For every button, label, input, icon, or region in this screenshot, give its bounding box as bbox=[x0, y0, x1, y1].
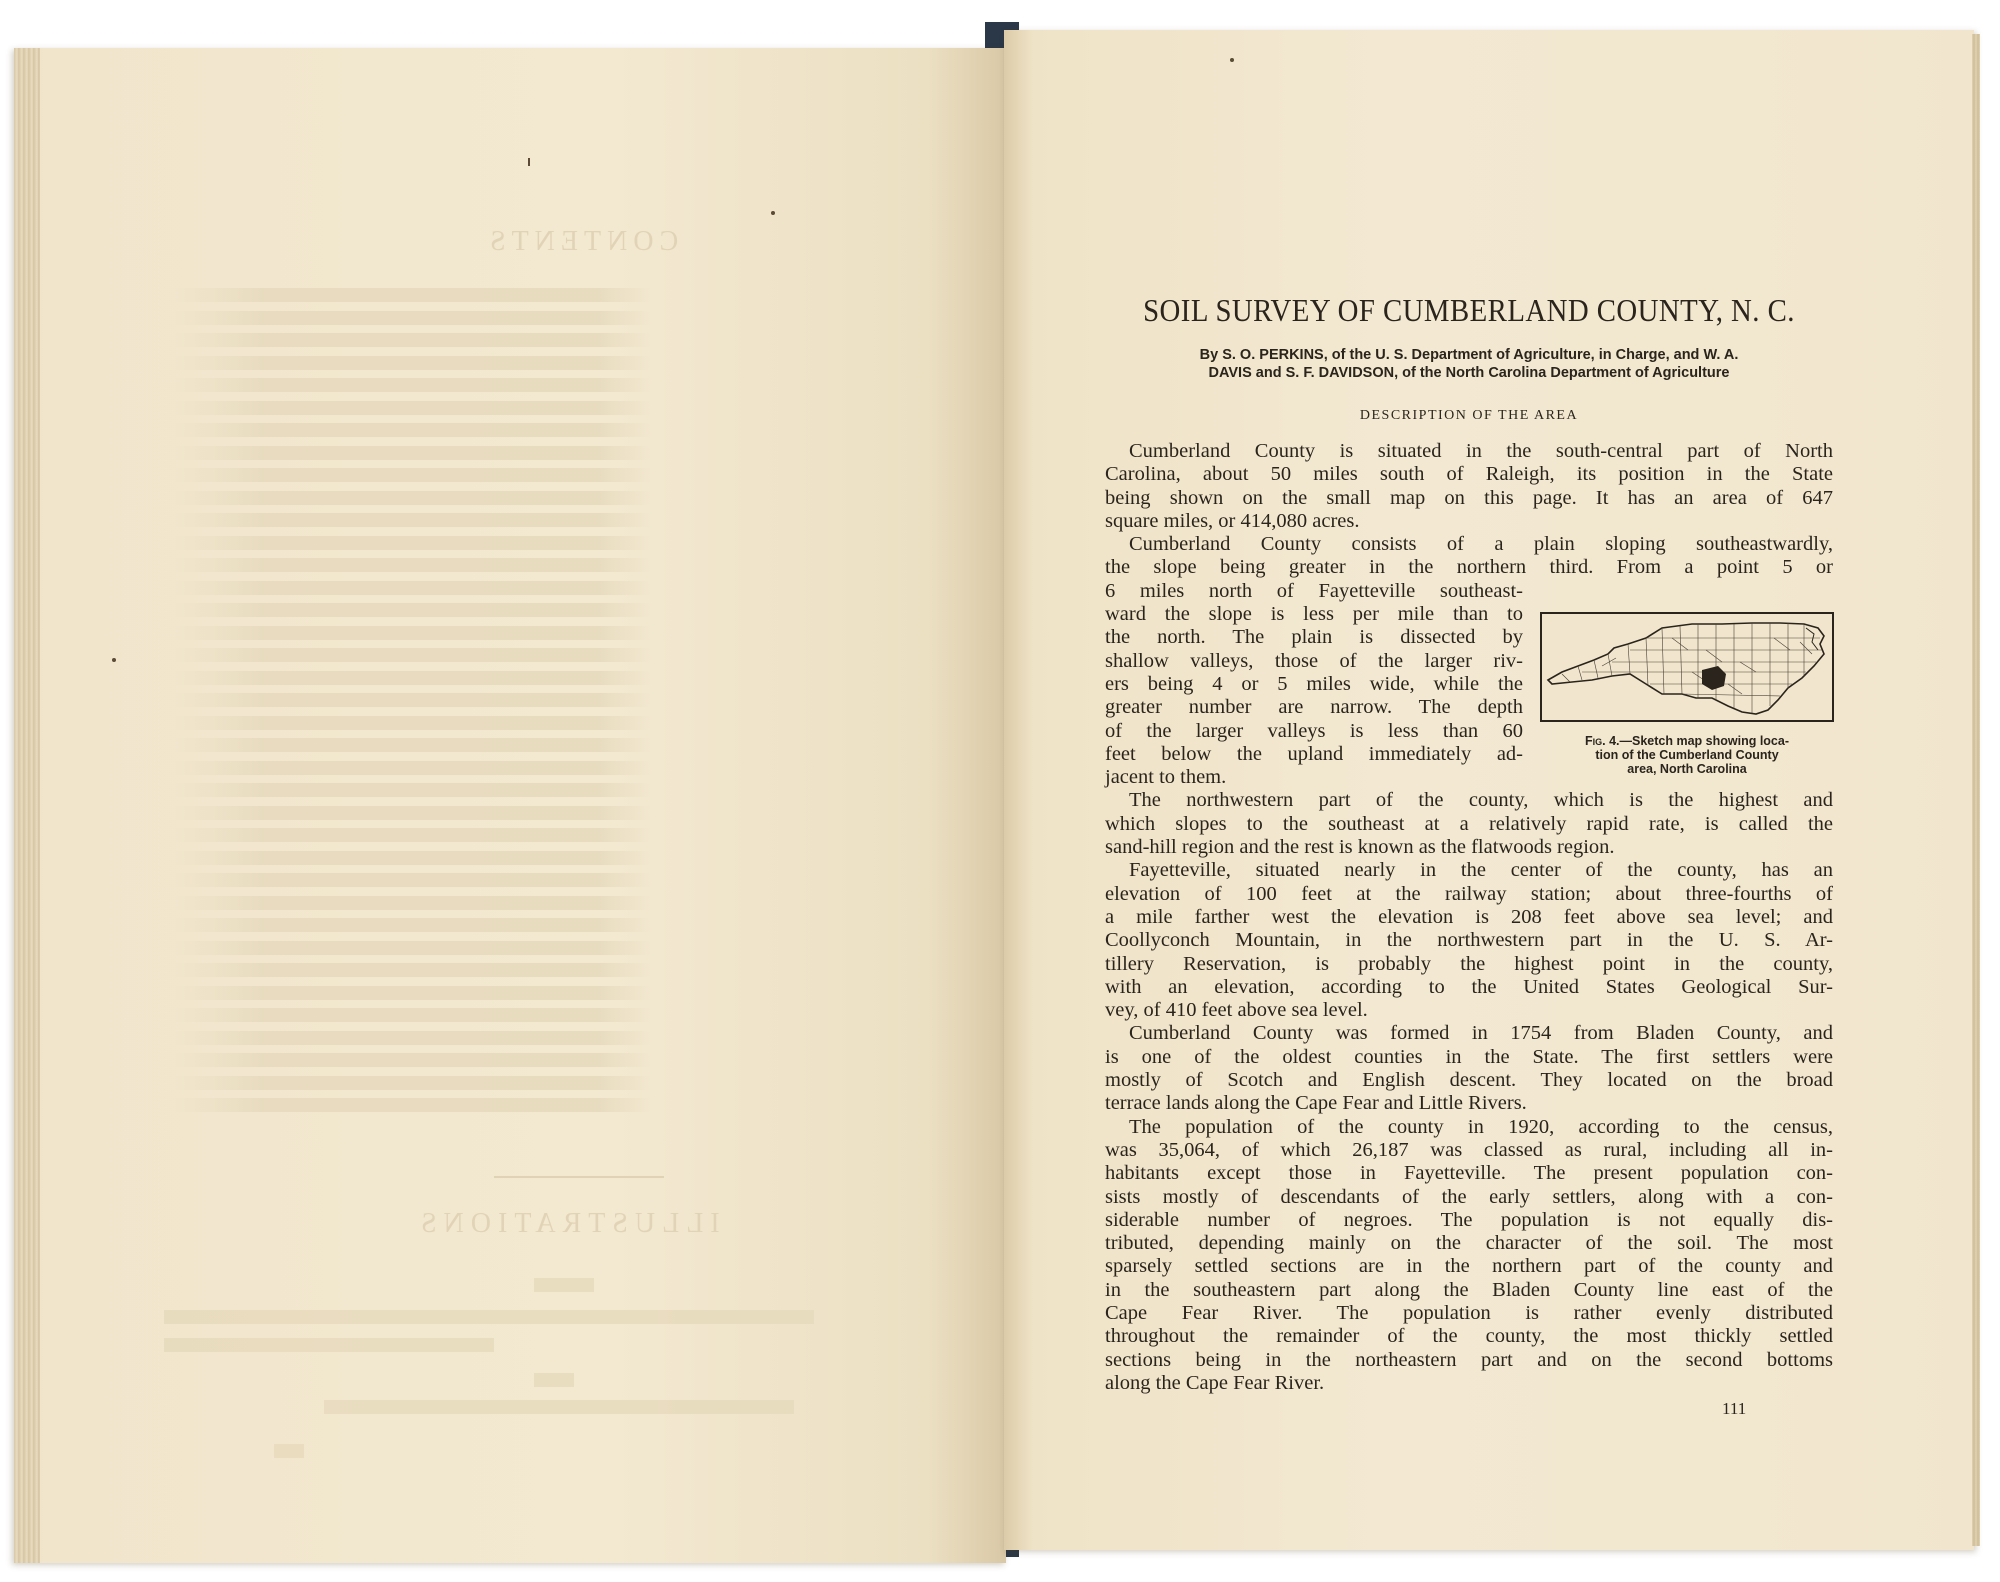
text-line: throughout the remainder of the county, the most thickly settled bbox=[1105, 1325, 1833, 1348]
text-line: Carolina, about 50 miles south of Raleigh, its position in the State bbox=[1105, 463, 1833, 486]
ghost-line bbox=[174, 1098, 944, 1112]
ghost-line bbox=[174, 873, 944, 887]
ghost-line bbox=[174, 558, 944, 572]
body-text bbox=[1105, 440, 1833, 1395]
text-line: the slope being greater in the northern third. From a point 5 or bbox=[1105, 556, 1833, 579]
text-line: in the southeastern part along the Bladen County line east of the bbox=[1105, 1278, 1833, 1301]
ghost-line bbox=[174, 648, 944, 662]
ghost-line bbox=[174, 491, 944, 505]
author-byline bbox=[1105, 346, 1833, 382]
text-line: sists mostly of descendants of the early settlers, along with a con- bbox=[1105, 1185, 1833, 1208]
text-line: jacent to them. bbox=[1105, 766, 1227, 789]
ghost-line bbox=[174, 1008, 944, 1022]
text-line: with an elevation, according to the United States Geological Sur- bbox=[1105, 975, 1833, 998]
figure-caption bbox=[1540, 734, 1834, 776]
text-line: sections being in the northeastern part and on the second bottoms bbox=[1105, 1348, 1833, 1371]
ghost-line bbox=[174, 896, 944, 910]
page-number: 111 bbox=[1722, 1399, 1747, 1418]
ghost-contents-heading: CONTENTS bbox=[484, 226, 679, 257]
ghost-line bbox=[174, 626, 944, 640]
caption-line: —Sketch map showing loca- bbox=[1619, 734, 1789, 748]
paragraph bbox=[1105, 1116, 1833, 1396]
text-line: 6 miles north of Fayetteville southeast- bbox=[1105, 579, 1523, 602]
ghost-line bbox=[174, 1053, 944, 1067]
text-line: was 35,064, of which 26,187 was classed as rural, including all in- bbox=[1105, 1138, 1833, 1161]
caption-line: area, North Carolina bbox=[1627, 762, 1747, 776]
ghost-line bbox=[174, 333, 944, 347]
ghost-line bbox=[174, 963, 944, 977]
text-line: siderable number of negroes. The population is not equally dis- bbox=[1105, 1208, 1833, 1231]
ghost-line bbox=[174, 806, 944, 820]
figure-label: Fig. 4. bbox=[1585, 734, 1620, 748]
map-graphic bbox=[1542, 614, 1832, 720]
text-line: terrace lands along the Cape Fear and Little Rivers. bbox=[1105, 1092, 1527, 1115]
ghost-line bbox=[174, 423, 944, 437]
ghost-line bbox=[174, 446, 944, 460]
text-line: elevation of 100 feet at the railway station; about three-fourths of bbox=[1105, 882, 1833, 905]
text-line: mostly of Scotch and English descent. They located on the broad bbox=[1105, 1069, 1833, 1092]
text-line: sparsely settled sections are in the northern part of the county and bbox=[1105, 1255, 1833, 1278]
paper-speck bbox=[112, 658, 116, 662]
paragraph bbox=[1105, 859, 1833, 1022]
ghost-line bbox=[174, 536, 944, 550]
text-line: vey, of 410 feet above sea level. bbox=[1105, 999, 1368, 1022]
ghost-page-number bbox=[274, 1444, 304, 1458]
section-heading: DESCRIPTION OF THE AREA bbox=[1359, 408, 1579, 423]
text-line: ers being 4 or 5 miles wide, while the bbox=[1105, 672, 1523, 695]
left-page bbox=[14, 48, 1006, 1563]
ghost-line bbox=[174, 468, 944, 482]
ghost-line bbox=[174, 311, 944, 325]
paragraph bbox=[1105, 440, 1833, 533]
text-line: along the Cape Fear River. bbox=[1105, 1371, 1325, 1394]
text-line: a mile farther west the elevation is 208 feet above sea level; and bbox=[1105, 905, 1833, 928]
ghost-line bbox=[174, 288, 944, 302]
ghost-figure-label bbox=[534, 1278, 594, 1292]
ghost-line bbox=[174, 378, 944, 392]
ghost-line bbox=[174, 941, 944, 955]
ghost-line bbox=[174, 986, 944, 1000]
byline-line: By S. O. PERKINS, of the U. S. Department of Agriculture, in Charge, and W. A. bbox=[1199, 347, 1739, 363]
ghost-line bbox=[174, 716, 944, 730]
ghost-illustrations-heading: ILLUSTRATIONS bbox=[414, 1208, 720, 1239]
ghost-line bbox=[174, 851, 944, 865]
paper-speck bbox=[1230, 58, 1234, 62]
text-line: Coollyconch Mountain, in the northwestern part in the U. S. Ar- bbox=[1105, 929, 1833, 952]
figure-4 bbox=[1540, 612, 1834, 776]
ghost-line bbox=[174, 581, 944, 595]
text-line: The population of the county in 1920, according to the census, bbox=[1129, 1115, 1833, 1138]
ghost-contents-list bbox=[174, 288, 944, 1121]
text-line: Cumberland County is situated in the south-central part of North bbox=[1129, 440, 1833, 462]
text-line: greater number are narrow. The depth bbox=[1105, 696, 1523, 719]
text-line: Cumberland County was formed in 1754 from Bladen County, and bbox=[1129, 1022, 1833, 1045]
paper-mark bbox=[528, 158, 530, 166]
ghost-map-label bbox=[534, 1373, 574, 1387]
text-line: shallow valleys, those of the larger riv- bbox=[1105, 649, 1523, 672]
text-line: of the larger valleys is less than 60 bbox=[1105, 719, 1523, 742]
ghost-line bbox=[174, 828, 944, 842]
text-line: The northwestern part of the county, which is the highest and bbox=[1129, 789, 1833, 812]
paragraph bbox=[1105, 789, 1833, 859]
ghost-divider bbox=[494, 1176, 664, 1178]
ghost-line bbox=[174, 738, 944, 752]
ghost-line bbox=[174, 671, 944, 685]
text-line: Cape Fear River. The population is rather evenly distributed bbox=[1105, 1301, 1833, 1324]
ghost-map-entry bbox=[324, 1400, 794, 1414]
text-line: the north. The plain is dissected by bbox=[1105, 626, 1523, 649]
text-line: tillery Reservation, is probably the highest point in the county, bbox=[1105, 952, 1833, 975]
ghost-line bbox=[174, 783, 944, 797]
ghost-line bbox=[174, 513, 944, 527]
text-line: ward the slope is less per mile than to bbox=[1105, 603, 1523, 626]
nc-sketch-map bbox=[1540, 612, 1834, 722]
paper-speck bbox=[771, 211, 775, 215]
page-title: SOIL SURVEY OF CUMBERLAND COUNTY, N. C. bbox=[1143, 292, 1795, 328]
byline-line: DAVIS and S. F. DAVIDSON, of the North Carolina Department of Agriculture bbox=[1208, 365, 1730, 381]
text-line: habitants except those in Fayetteville. The present population con- bbox=[1105, 1162, 1833, 1185]
ghost-line bbox=[174, 1031, 944, 1045]
text-line: tributed, depending mainly on the character of the soil. The most bbox=[1105, 1232, 1833, 1255]
text-line: sand-hill region and the rest is known as the flatwoods region. bbox=[1105, 836, 1615, 859]
text-line: is one of the oldest counties in the State. The first settlers were bbox=[1105, 1045, 1833, 1068]
ghost-figure-entry bbox=[164, 1310, 814, 1324]
text-line: Cumberland County consists of a plain sloping southeastwardly, bbox=[1129, 533, 1833, 556]
caption-line: tion of the Cumberland County bbox=[1595, 748, 1779, 762]
ghost-line bbox=[174, 693, 944, 707]
text-line: which slopes to the southeast at a relatively rapid rate, is called the bbox=[1105, 812, 1833, 835]
ghost-line bbox=[174, 603, 944, 617]
paragraph bbox=[1105, 1022, 1833, 1115]
ghost-line bbox=[174, 1076, 944, 1090]
ghost-line bbox=[174, 356, 944, 370]
ghost-line bbox=[174, 918, 944, 932]
ghost-line bbox=[174, 761, 944, 775]
text-line: feet below the upland immediately ad- bbox=[1105, 742, 1523, 765]
text-line: being shown on the small map on this page. It has an area of 647 bbox=[1105, 486, 1833, 509]
ghost-figure-entry-2 bbox=[164, 1338, 494, 1352]
text-line: Fayetteville, situated nearly in the center of the county, has an bbox=[1129, 859, 1833, 882]
text-line: square miles, or 414,080 acres. bbox=[1105, 509, 1360, 532]
ghost-line bbox=[174, 401, 944, 415]
